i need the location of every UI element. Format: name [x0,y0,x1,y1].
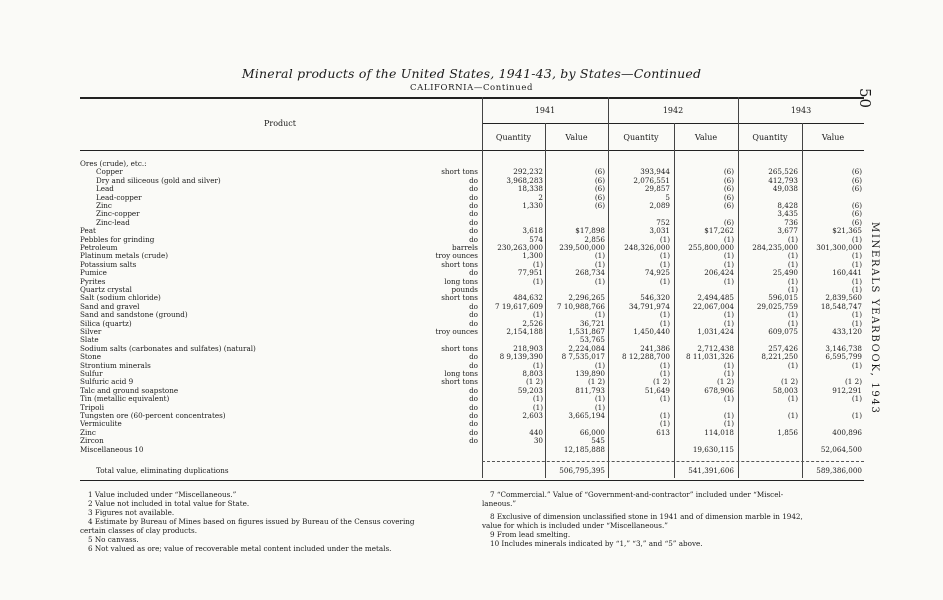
cell-quantity-1941: 292,232 [513,167,543,177]
unit-label: do [469,360,478,370]
cell-quantity-1942: (1) [659,276,670,286]
cell-value-1941: (6) [594,201,605,210]
total-value-1941: 506,795,395 [559,466,605,475]
header-quantity-1941: Quantity [495,133,532,142]
cell-quantity-1941: 1,330 [522,201,543,210]
unit-label: do [469,175,478,185]
cell-quantity-1943: (1) [787,259,798,269]
unit-label: do [469,268,478,278]
cell-value-1941: 2,856 [584,234,605,244]
table-row [80,437,864,445]
cell-quantity-1943: (1) [787,318,798,328]
unit-label: do [469,352,478,362]
cell-quantity-1942: 752 [656,217,670,227]
cell-quantity-1941: (1) [532,394,543,404]
footnote-9: 9 From lead smelting. [490,530,571,539]
cell-value-1942: 1,031,424 [697,327,734,336]
total-label: Total value, eliminating duplications [96,467,229,475]
product-name: Sulfur [80,370,103,378]
cell-quantity-1942: 3,031 [649,226,670,236]
product-name: Sulfuric acid 9 [80,378,134,387]
cell-quantity-1943: 596,015 [768,293,798,303]
cell-quantity-1941: (1) [532,276,543,286]
product-name: Miscellaneous 10 [80,445,144,454]
cell-value-1942: (1) [723,276,734,286]
unit-label: do [469,310,478,320]
cell-value-1941: (6) [594,184,605,194]
page-number: 50 [856,88,874,110]
footnote-10: 10 Includes minerals indicated by “1,” “3,” and “5” above. [490,539,703,548]
footnote-8: 8 Exclusive of dimension unclassified stone in 1941 and of dimension marble in 1942, [490,512,803,521]
unit-label: do [469,226,478,236]
cell-quantity-1942: 29,857 [644,184,670,194]
cell-value-1942: (1 2) [716,377,734,387]
product-name: Quartz crystal [80,286,132,294]
cell-quantity-1943: (1) [787,251,798,261]
cell-quantity-1941: 2,526 [522,318,543,328]
cell-quantity-1941: 8,803 [522,369,543,378]
cell-value-1942: (1) [723,411,734,420]
cell-value-1942: (1) [723,318,734,328]
product-name: Tungsten ore (60-percent concentrates) [80,412,226,420]
unit-label: short tons [441,259,478,269]
cell-value-1943: (1) [851,310,862,320]
cell-value-1941: 268,734 [575,268,605,278]
cell-value-1943: (1 2) [844,377,862,387]
unit-label: do [469,217,478,227]
footnote-8-cont: value for which is included under “Miscellaneous.” [482,521,668,530]
cell-quantity-1941: 2,154,188 [506,327,543,336]
cell-value-1941: 53,765 [579,335,605,345]
cell-quantity-1943: 58,003 [772,385,798,395]
product-name: Pumice [80,269,107,278]
cell-value-1943: 6,595,799 [825,352,862,362]
unit-label: troy ounces [435,327,478,336]
cell-quantity-1941: 218,903 [513,343,543,353]
header-year-1941: 1941 [534,106,556,115]
product-name: Dry and siliceous (gold and silver) [96,176,221,185]
cell-value-1942: (1) [723,360,734,370]
product-name: Sand and gravel [80,302,140,311]
cell-quantity-1942: 2,089 [649,201,670,210]
cell-quantity-1942: (1) [659,318,670,328]
product-name: Peat [80,227,96,236]
cell-value-1941: 36,721 [579,318,605,328]
product-name: Silica (quartz) [80,319,132,328]
cell-value-1941: 12,185,888 [563,444,605,454]
cell-value-1942: (6) [723,167,734,177]
state-subtitle: CALIFORNIA—Continued [410,83,533,93]
page-title: Mineral products of the United States, 1941-43, by States—Continued [241,66,702,81]
unit-label: do [469,436,478,446]
header-quantity-1943: Quantity [752,133,788,142]
cell-quantity-1942: (1) [659,234,670,244]
cell-quantity-1941: 30 [533,436,543,446]
cell-quantity-1942: 546,320 [640,293,670,303]
unit-label: long tons [444,369,478,378]
cell-value-1941: (1) [594,251,605,261]
unit-label: pounds [451,285,478,294]
cell-quantity-1941: 440 [529,427,543,437]
header-year-1942: 1942 [662,106,684,115]
cell-quantity-1942: 393,944 [640,167,670,177]
cell-quantity-1942: 1,450,440 [633,327,670,336]
cell-quantity-1941: 2 [538,192,543,202]
cell-value-1943: (1) [851,318,862,328]
cell-value-1943: (1) [851,259,862,269]
cell-value-1941: 2,296,265 [568,293,605,303]
header-value-1943: Value [821,133,845,142]
cell-value-1943: (6) [851,217,862,227]
cell-value-1942: (1) [723,310,734,320]
cell-value-1943: 2,839,560 [825,293,862,303]
cell-quantity-1943: (1) [787,234,798,244]
header-year-1943: 1943 [790,106,812,115]
unit-label: short tons [441,377,478,387]
cell-quantity-1941: 59,203 [517,385,543,395]
cell-quantity-1941: 3,968,283 [506,175,543,185]
cell-quantity-1943: 257,426 [768,343,798,353]
product-name: Talc and ground soapstone [80,386,179,395]
cell-value-1942: (6) [723,217,734,227]
cell-quantity-1941: (1) [532,360,543,370]
unit-label: do [469,402,478,412]
product-name: Lead-copper [96,193,142,202]
unit-label: do [469,411,478,420]
cell-quantity-1943: (1 2) [780,377,798,387]
product-name: Stone [80,353,102,362]
cell-quantity-1943: 736 [784,217,798,227]
cell-quantity-1941: (1) [532,402,543,412]
cell-quantity-1942: (1) [659,360,670,370]
product-name: Slate [80,336,99,345]
unit-label: do [469,209,478,219]
cell-value-1941: 7 10,988,766 [556,301,605,311]
cell-quantity-1942: (1 2) [652,377,670,387]
table-bottom-rule [80,480,864,481]
unit-label: short tons [441,293,478,303]
cell-value-1942: (1) [723,419,734,429]
unit-label: do [469,192,478,202]
cell-quantity-1941: 7 19,617,609 [494,301,543,311]
product-name: Ores (crude), etc.: [80,160,147,168]
cell-value-1941: (6) [594,192,605,202]
cell-quantity-1942: (1) [659,394,670,404]
footnote-6: 6 Not valued as ore; value of recoverable metal content included under the metals. [88,544,392,553]
cell-value-1942: 114,018 [704,427,734,437]
header-product: Product [264,119,296,128]
unit-label: troy ounces [435,251,478,261]
unit-label: barrels [452,243,478,252]
footnote-4-cont: certain classes of clay products. [80,526,198,535]
table-row [80,328,864,336]
header-value-1941: Value [565,133,588,142]
cell-quantity-1942: (1) [659,259,670,269]
cell-value-1942: (6) [723,184,734,194]
cell-value-1943: (6) [851,209,862,219]
cell-quantity-1941: (1) [532,310,543,320]
cell-quantity-1941: 18,338 [517,184,543,194]
cell-value-1941: (1) [594,310,605,320]
product-name: Salt (sodium chloride) [80,294,161,303]
header-bottom-rule [80,150,864,151]
cell-quantity-1941: 574 [529,234,543,244]
unit-label: short tons [441,167,478,177]
cell-value-1942: (6) [723,192,734,202]
product-name: Tin (metallic equivalent) [80,395,170,404]
cell-value-1943: 52,064,500 [820,444,862,454]
total-value-1943: 589,386,000 [816,466,862,475]
cell-value-1942: (1) [723,259,734,269]
footnote-5: 5 No canvass. [88,535,139,544]
cell-value-1941: $17,898 [575,226,605,236]
cell-value-1942: 22,067,004 [692,301,734,311]
cell-value-1943: (6) [851,201,862,210]
cell-value-1941: 2,224,084 [568,343,605,353]
cell-value-1943: 3,146,738 [825,343,862,353]
product-name: Sodium salts (carbonates and sulfates) (natural) [80,344,256,353]
cell-value-1941: (1) [594,276,605,286]
table-row [80,446,864,454]
cell-value-1941: 811,793 [575,385,605,395]
product-name: Vermiculite [80,420,122,429]
cell-quantity-1942: 8 12,288,700 [621,352,670,362]
header-quantity-1942: Quantity [623,133,659,142]
cell-quantity-1941: 1,300 [522,251,543,261]
cell-value-1941: (6) [594,167,605,177]
unit-label: do [469,427,478,437]
cell-value-1941: (1) [594,360,605,370]
product-name: Pyrites [80,277,106,286]
product-name: Petroleum [80,244,118,252]
cell-value-1943: 301,300,000 [816,243,862,252]
cell-quantity-1942: 613 [656,427,670,437]
product-name: Lead [96,185,114,194]
cell-value-1943: $21,365 [832,226,862,236]
year-rule [482,123,864,124]
cell-value-1943: 400,896 [832,427,862,437]
cell-quantity-1943: (1) [787,276,798,286]
cell-quantity-1943: 29,025,759 [756,301,798,311]
cell-value-1943: (1) [851,360,862,370]
product-name: Potassium salts [80,260,137,269]
cell-value-1942: 2,494,485 [697,293,734,303]
cell-quantity-1942: 34,791,974 [628,301,670,311]
cell-quantity-1943: 412,793 [768,175,798,185]
cell-value-1942: (6) [723,201,734,210]
cell-value-1941: 1,531,867 [568,327,605,336]
cell-quantity-1941: 8 9,139,390 [499,352,543,362]
cell-quantity-1943: 3,677 [777,226,798,236]
cell-quantity-1943: (1) [787,411,798,420]
unit-label: do [469,234,478,244]
cell-quantity-1942: 5 [665,192,670,202]
cell-quantity-1943: 49,038 [772,184,798,194]
footnote-2: 2 Value not included in total value for State. [88,499,250,508]
cell-value-1943: (6) [851,175,862,185]
footnote-4: 4 Estimate by Bureau of Mines based on figures issued by Bureau of the Census covering [88,517,415,526]
cell-quantity-1943: 8,221,250 [761,352,798,362]
cell-value-1943: (1) [851,394,862,404]
total-row [80,467,864,475]
cell-quantity-1942: (1) [659,411,670,420]
cell-quantity-1941: (1 2) [525,377,543,387]
product-name: Platinum metals (crude) [80,252,169,261]
cell-quantity-1943: 25,490 [772,268,798,278]
product-name: Pebbles for grinding [80,235,155,244]
cell-quantity-1943: 8,428 [777,201,798,210]
cell-quantity-1941: 2,603 [522,411,543,420]
cell-value-1943: 160,441 [832,268,862,278]
cell-quantity-1942: 51,649 [644,385,670,395]
cell-value-1942: (1) [723,394,734,404]
unit-label: do [469,385,478,395]
cell-quantity-1941: 3,618 [522,226,543,236]
cell-value-1941: 545 [591,436,605,446]
product-name: Tripoli [80,403,105,412]
cell-quantity-1942: (1) [659,419,670,429]
cell-quantity-1942: (1) [659,369,670,378]
product-name: Zinc [96,202,112,210]
footnote-7-cont: laneous.” [482,499,517,508]
unit-label: do [469,419,478,429]
cell-value-1941: 8 7,535,017 [561,352,605,362]
cell-value-1941: (6) [594,175,605,185]
cell-value-1942: (6) [723,175,734,185]
cell-quantity-1943: 284,235,000 [752,243,798,252]
cell-quantity-1942: (1) [659,251,670,261]
footnote-7: 7 “Commercial.” Value of “Government-and-contractor” included under “Miscel- [490,490,784,499]
unit-label: long tons [444,276,478,286]
cell-value-1941: (1) [594,394,605,404]
cell-value-1943: (1) [851,285,862,294]
cell-value-1941: 3,665,194 [568,411,605,420]
cell-value-1943: 18,548,747 [820,301,862,311]
cell-quantity-1943: 3,435 [777,209,798,219]
header-value-1942: Value [694,133,718,142]
footnote-1: 1 Value included under “Miscellaneous.” [88,490,237,499]
unit-label: do [469,301,478,311]
product-name: Zinc-copper [96,210,140,219]
cell-value-1941: 66,000 [579,427,605,437]
product-name: Sand and sandstone (ground) [80,311,188,320]
cell-quantity-1941: 230,263,000 [497,243,543,252]
unit-label: short tons [441,343,478,353]
cell-value-1941: (1 2) [587,377,605,387]
cell-quantity-1941: 77,951 [517,268,543,278]
cell-value-1942: 2,712,438 [697,343,734,353]
cell-quantity-1942: 241,386 [640,343,670,353]
unit-label: do [469,394,478,404]
total-value-1942: 541,391,606 [688,466,734,475]
cell-quantity-1941: 484,632 [513,293,543,303]
cell-value-1942: 206,424 [704,268,734,278]
cell-value-1943: (1) [851,276,862,286]
cell-value-1942: (1) [723,369,734,378]
cell-value-1941: 139,890 [575,369,605,378]
unit-label: do [469,184,478,194]
cell-quantity-1943: (1) [787,310,798,320]
cell-value-1943: (1) [851,234,862,244]
product-name: Zinc-lead [96,218,130,227]
total-rule-top [482,461,864,462]
cell-value-1943: 433,120 [832,327,862,336]
cell-quantity-1942: 248,326,000 [624,243,670,252]
unit-label: do [469,318,478,328]
cell-value-1943: (1) [851,251,862,261]
cell-quantity-1942: (1) [659,310,670,320]
product-name: Zinc [80,428,96,437]
cell-quantity-1941: (1) [532,259,543,269]
unit-label: do [469,201,478,210]
cell-quantity-1943: 265,526 [768,167,798,177]
cell-value-1943: 912,291 [832,385,862,395]
cell-quantity-1943: 609,075 [768,327,798,336]
cell-value-1942: 19,630,115 [692,444,734,454]
cell-value-1942: 255,800,000 [688,243,734,252]
cell-quantity-1942: 74,925 [644,268,670,278]
cell-value-1942: 678,906 [704,385,734,395]
cell-value-1943: (1) [851,411,862,420]
cell-quantity-1943: (1) [787,360,798,370]
cell-value-1942: 8 11,031,326 [685,352,734,362]
cell-value-1942: $17,262 [704,226,734,236]
cell-value-1941: (1) [594,402,605,412]
cell-quantity-1942: 2,076,551 [633,175,670,185]
running-head: MINERALS YEARBOOK, 1943 [869,222,880,415]
cell-value-1942: (1) [723,234,734,244]
cell-value-1942: (1) [723,251,734,261]
cell-value-1941: (1) [594,259,605,269]
product-name: Silver [80,328,102,336]
product-name: Copper [96,168,123,177]
cell-quantity-1943: (1) [787,394,798,404]
cell-quantity-1943: (1) [787,285,798,294]
cell-value-1943: (6) [851,167,862,177]
product-name: Strontium minerals [80,361,151,370]
table-top-rule [80,97,864,99]
footnote-3: 3 Figures not available. [88,508,175,517]
product-name: Zircon [80,437,104,446]
cell-value-1943: (6) [851,184,862,194]
cell-value-1941: 239,500,000 [559,243,605,252]
cell-quantity-1943: 1,856 [777,427,798,437]
